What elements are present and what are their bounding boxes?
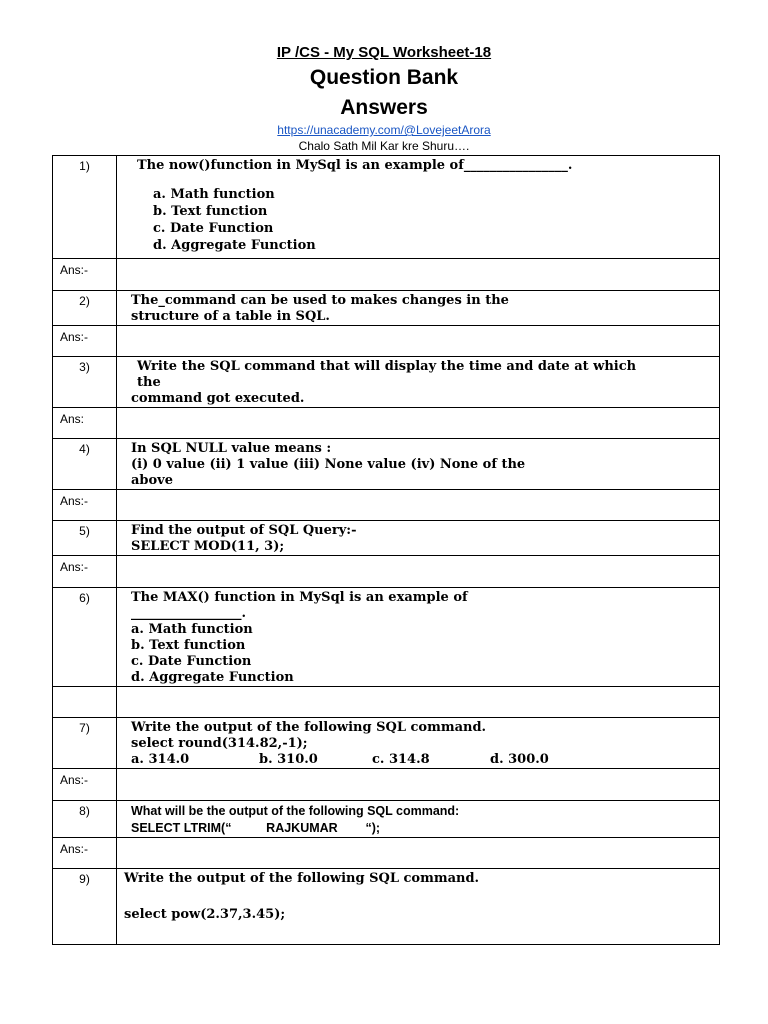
question-number: 1) [53, 156, 117, 259]
answer-row-1 [53, 259, 720, 291]
option-item: d. Aggregate Function [131, 670, 294, 685]
question-line: Write the SQL command that will display the time and date at which [137, 359, 637, 374]
question-row-3 [53, 357, 720, 408]
question-line: structure of a table in SQL. [131, 309, 330, 324]
option-list [131, 186, 713, 254]
option-item: d. Aggregate Function [153, 238, 316, 253]
question-number: 2) [53, 291, 117, 326]
tagline: Chalo Sath Mil Kar kre Shuru…. [298, 139, 470, 153]
question-line: Write the output of the following SQL command. [131, 720, 487, 735]
question-number: 8) [53, 801, 117, 838]
option-row [131, 752, 713, 768]
question-line: above [131, 473, 174, 488]
answer-label: Ans:- [53, 556, 117, 588]
answer-label: Ans: [53, 408, 117, 439]
answer-row-8 [53, 838, 720, 869]
question-line: select pow(2.37,3.45); [124, 907, 286, 922]
question-line: Write the output of the following SQL command. [124, 871, 480, 886]
question-row-6 [53, 588, 720, 687]
question-number: 9) [53, 869, 117, 945]
option-item: d. 300.0 [490, 752, 549, 767]
option-item: b. Text function [131, 638, 246, 653]
question-cell [117, 718, 720, 769]
answer-row-7 [53, 769, 720, 801]
question-line: The MAX() function in MySql is an example of [131, 590, 468, 605]
question-line: The_command can be used to makes changes in the [131, 293, 509, 308]
question-number: 3) [53, 357, 117, 408]
answer-field[interactable] [117, 769, 720, 801]
question-cell [117, 521, 720, 556]
answer-field[interactable] [117, 556, 720, 588]
option-item: b. 310.0 [259, 752, 318, 767]
question-row-9 [53, 869, 720, 945]
option-item: a. Math function [153, 187, 275, 202]
answer-label: Ans:- [53, 326, 117, 357]
answer-row-6 [53, 687, 720, 718]
question-cell [117, 801, 720, 838]
question-line: Find the output of SQL Query:- [131, 523, 357, 538]
spacer [124, 887, 713, 904]
question-cell [117, 291, 720, 326]
answer-field[interactable] [117, 326, 720, 357]
option-item: b. Text function [153, 204, 268, 219]
question-line: SELECT LTRIM(“ RAJKUMAR “); [131, 821, 381, 835]
question-number: 7) [53, 718, 117, 769]
question-row-5 [53, 521, 720, 556]
question-text: The now()function in MySql is an example of________________. [137, 158, 573, 173]
answer-field[interactable] [117, 408, 720, 439]
answer-label: Ans:- [53, 769, 117, 801]
question-row-1 [53, 156, 720, 259]
question-row-7 [53, 718, 720, 769]
answer-label: Ans:- [53, 490, 117, 521]
question-line: What will be the output of the following SQL command: [131, 804, 460, 818]
unacademy-link[interactable]: https://unacademy.com/@LovejeetArora [277, 123, 491, 137]
answer-field[interactable] [117, 490, 720, 521]
question-line: (i) 0 value (ii) 1 value (iii) None value (iv) None of the [131, 457, 526, 472]
question-line: SELECT MOD(11, 3); [131, 539, 285, 554]
option-item: c. 314.8 [372, 752, 430, 767]
question-number: 6) [53, 588, 117, 687]
answer-label: Ans:- [53, 259, 117, 291]
question-cell [117, 588, 720, 687]
answer-field[interactable] [117, 687, 720, 718]
question-line: In SQL NULL value means : [131, 441, 332, 456]
question-table [52, 155, 720, 945]
answer-row-2 [53, 326, 720, 357]
option-item: a. 314.0 [131, 752, 190, 767]
question-line: command got executed. [131, 391, 305, 406]
question-number: 4) [53, 439, 117, 490]
question-cell [117, 869, 720, 945]
answer-row-5 [53, 556, 720, 588]
page-subtitle: Answers [340, 96, 428, 119]
option-item: c. Date Function [153, 221, 274, 236]
option-item: a. Math function [131, 622, 253, 637]
question-number: 5) [53, 521, 117, 556]
question-row-8 [53, 801, 720, 838]
question-line: select round(314.82,-1); [131, 736, 308, 751]
page-title: Question Bank [309, 66, 459, 89]
question-line: _________________. [131, 606, 247, 621]
question-row-2 [53, 291, 720, 326]
question-cell [117, 439, 720, 490]
answer-field[interactable] [117, 838, 720, 869]
answer-row-3 [53, 408, 720, 439]
question-row-4 [53, 439, 720, 490]
worksheet-title: IP /CS - My SQL Worksheet-18 [276, 44, 492, 61]
answer-row-4 [53, 490, 720, 521]
answer-field[interactable] [117, 259, 720, 291]
answer-label: Ans:- [53, 838, 117, 869]
question-cell [117, 357, 720, 408]
answer-label [53, 687, 117, 718]
option-item: c. Date Function [131, 654, 252, 669]
question-line: the [137, 375, 161, 390]
question-cell [117, 156, 720, 259]
